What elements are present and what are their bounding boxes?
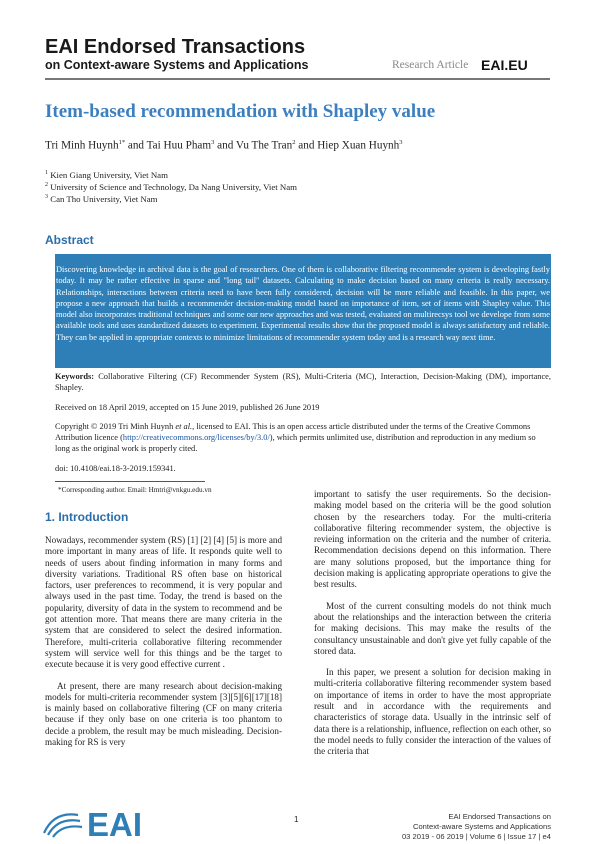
journal-title: EAI Endorsed Transactions (45, 36, 306, 58)
affiliation-sup: 3 (45, 194, 48, 200)
footer-line: 03 2019 - 06 2019 | Volume 6 | Issue 17 | e4 (401, 832, 551, 841)
corresponding-author: *Corresponding author. Email: Hmtri@vnkgu.edu.vn (58, 486, 212, 494)
page-number: 1 (294, 815, 299, 824)
footnote-divider (55, 481, 205, 482)
footer-citation (402, 812, 551, 842)
affiliation (45, 170, 168, 180)
affiliation-text: Kien Giang University, Viet Nam (50, 169, 168, 180)
received-dates: Received on 18 April 2019, accepted on 15 June 2019, published 26 June 2019 (55, 403, 320, 412)
paragraph: Nowadays, recommender system (RS) [1] [2] [4] [5] is more and more important in many areas of life. It responds quite well to needs of users about finding information in many forms and diversity variations. Traditional RS often base on historical factors, user preferences to recommend, it is very popular and always used in the past time. Today, the trend is based on the popularity, diversity of data in the system to recommend and be got attention more. That means there are many criteria in the system that are considered to select the desired information. Therefore, multi-criteria collaborative filtering recommender system will service well for this things and be the target to execute because it is very good effective current . (45, 535, 282, 670)
author-sup: 3 (211, 139, 215, 146)
paragraph: At present, there are many research about decision-making models for multi-criteria recommender system [3][5][6][17][18] is mainly based on collaborative filtering (CF on many criteria because if they only base on one criteria is too phantom to decide a problem, the result may be much misleading. Decision-making for RS is very (45, 680, 282, 748)
author-sep: and (214, 139, 236, 152)
header-divider (45, 78, 550, 80)
copyright-notice (55, 421, 545, 454)
journal-subtitle: on Context-aware Systems and Applications (45, 58, 309, 72)
footer-line: Context-aware Systems and Applications (412, 822, 551, 831)
copyright-text: , licensed to EAI. This is an open access article distributed under the terms of the Creative Commons Attribution licence ( (55, 422, 531, 442)
keywords (55, 372, 551, 393)
logo-text: EAI (87, 807, 143, 839)
author-name: Hiep Xuan Huynh (317, 139, 400, 152)
author-sup: 2 (292, 139, 296, 146)
affiliation-sup: 1 (45, 170, 48, 176)
eai-logo (40, 807, 190, 844)
brand-label: EAI.EU (481, 57, 528, 73)
paragraph: Most of the current consulting models do not think much about the relationships and the interaction between the criteria for making decisions. This may make the results of the consultancy unsustainable and don't give yet fully capable of the stored data. (314, 600, 551, 656)
author-sep: and (125, 139, 147, 152)
copyright-text: ), which permits unlimited use, distribution and reproduction in any medium so long as the original work is properly cited. (55, 433, 536, 453)
author-name: Tai Huu Pham (146, 139, 212, 152)
footer-line: EAI Endorsed Transactions on (448, 812, 551, 821)
left-column (45, 535, 282, 748)
author-name: Vu The Tran (235, 139, 293, 152)
section-heading: 1. Introduction (45, 510, 129, 524)
keywords-label: Keywords: (55, 372, 95, 381)
affiliation-sup: 2 (45, 182, 48, 188)
affiliation-text: Can Tho University, Viet Nam (50, 193, 158, 204)
doi: doi: 10.4108/eai.18-3-2019.159341. (55, 464, 176, 473)
author-sup: 3 (399, 139, 403, 146)
affiliation (45, 194, 158, 204)
abstract-heading: Abstract (45, 233, 94, 247)
paragraph: important to satisfy the user requirements. So the decision-making model based on the criteria will be the good solution chosen by the researchers today. For the multi-criteria collaborative filtering recommender system, the objective is revieing information on the criteria and the number of criteria. Recommendation decisions depend on this information. There are many solutions proposed, but the importance thing for decision making is applicating appropriate operations to give the best results. (314, 489, 551, 590)
author-name: Tri Minh Huynh (45, 139, 119, 152)
author-sep: and (295, 139, 318, 152)
copyright-text: Copyright © 2019 Tri Minh Huynh (55, 422, 176, 431)
abstract-box: Discovering knowledge in archival data is the goal of researchers. One of them is collaborative filtering recommender system is developing fastly today. It may be rather effective in sparse and "long tail" datasets. Calculating to make decision based on many criteria is really necessary. Relationships, interactions between criteria need to have been fully considered, decision will be more reliable and feasible. In this paper, we propose a new approach that builds a recommender decision-making model based on importance of item, set of items with Shapley value. This model also incorporates traditional techniques and some our new approaches and was tested, evaluated on multirecsys tool we develope from some available tools and uses standardized datasets to experiment. Experimental results show that the proposed model is always satisfactory and reliable. They can be applied in appropriate contexts to minimize limitations of recommender system today and is a research way next time. (55, 254, 551, 368)
article-type-label: Research Article (392, 59, 469, 71)
author-list (45, 139, 403, 152)
eai-logo-icon (40, 807, 190, 839)
keywords-text: Collaborative Filtering (CF) Recommender System (RS), Multi-Criteria (MC), Interaction, Decision-Making (DM), importance, Shapley. (55, 372, 551, 392)
copyright-etal: et al. (175, 422, 193, 431)
paper-title: Item-based recommendation with Shapley value (45, 101, 436, 122)
right-column (314, 489, 551, 758)
paragraph: In this paper, we present a solution for decision making in multi-criteria collaborative filtering recommender system based on importance of items in order to have the most appropriate result and in accordance with the requirements and characteristics of storage data. Usually in the intrinsic self of data there is a relationship, influence, reflection on each other, so the model needs to fully consider the interaction of the values of the criteria that (314, 667, 551, 757)
license-link[interactable]: http://creativecommons.org/licenses/by/3.0/ (122, 433, 270, 442)
author-sup: 1* (118, 139, 126, 146)
affiliation-text: University of Science and Technology, Da Nang University, Viet Nam (50, 181, 298, 192)
affiliation (45, 182, 297, 192)
